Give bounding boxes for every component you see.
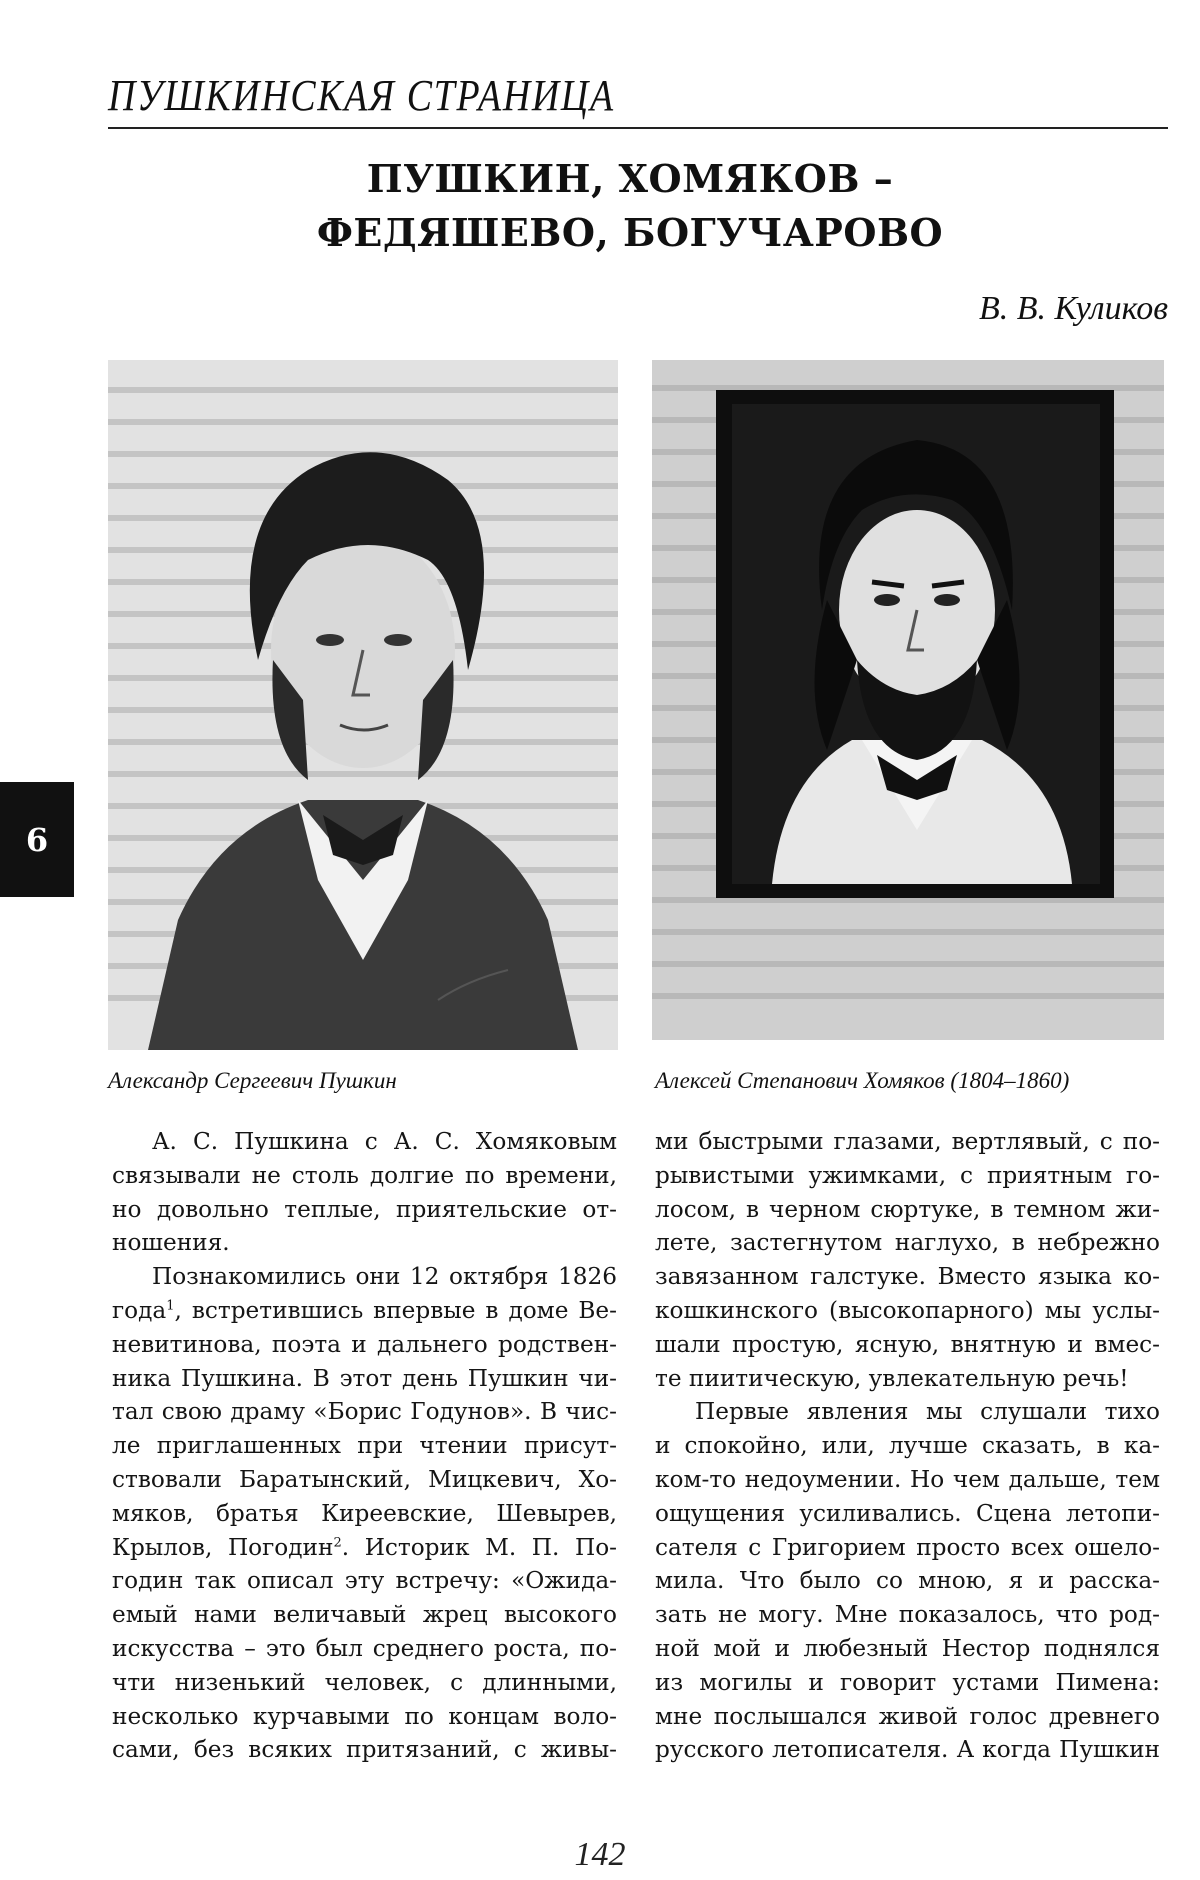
page-tab-marker: 6	[0, 782, 74, 897]
text-line: ника Пушкина. В этот день Пушкин чи-	[112, 1364, 617, 1392]
text-line: невитинова, поэта и дальнего родствен-	[112, 1330, 617, 1358]
text-line: А. С. Пушкина с А. С. Хомяковым	[152, 1128, 617, 1155]
text-line: чти низенький человек, с длинными,	[112, 1668, 617, 1696]
text-line	[112, 1531, 617, 1565]
text-line: ной мой и любезный Нестор поднялся	[655, 1634, 1160, 1662]
text-line: ношения.	[112, 1229, 230, 1257]
text-line: зать не могу. Мне показалось, что род-	[655, 1601, 1160, 1629]
text-line: ле приглашенных при чтении присут-	[112, 1432, 617, 1460]
text-line: ком-то недоумении. Но чем дальше, тем	[655, 1465, 1160, 1493]
footnote-ref: 2	[333, 1534, 342, 1550]
right-figure-caption: Алексей Степанович Хомяков (1804–1860)	[655, 1068, 1070, 1093]
text-line: тал свою драму «Борис Годунов». В чис-	[112, 1398, 617, 1426]
text-line: годин так описал эту встречу: «Ожида-	[112, 1567, 617, 1595]
article-title-line-2: ФЕДЯШЕВО, БОГУЧАРОВО	[316, 210, 944, 255]
text-line: Первые явления мы слушали тихо	[695, 1398, 1160, 1426]
text-line: завязанном галстуке. Вместо языка ко-	[655, 1263, 1160, 1291]
article-author: В. В. Куликов	[978, 290, 1168, 327]
khomyakov-portrait	[652, 360, 1164, 1040]
page-number: 142	[574, 1836, 626, 1873]
left-text-column	[112, 1125, 617, 1767]
text-line: искусства – это был среднего роста, по-	[112, 1634, 617, 1662]
text-line: мяков, братья Киреевские, Шевырев,	[112, 1499, 617, 1527]
text-line: из могилы и говорит устами Пимена:	[655, 1668, 1160, 1696]
text-line: мне послышался живой голос древнего	[655, 1702, 1160, 1730]
khomyakov-portrait-image	[652, 360, 1164, 1040]
text-line: шали простую, ясную, внятную и вмес-	[655, 1330, 1160, 1358]
article-title	[300, 152, 960, 260]
text-line: рывистыми ужимками, с приятным го-	[655, 1161, 1160, 1189]
pushkin-portrait	[108, 360, 618, 1050]
right-text-column	[655, 1125, 1160, 1767]
text-fragment: , встретившись впервые в доме Ве-	[174, 1296, 617, 1324]
text-fragment: . Историк М. П. По-	[341, 1533, 617, 1561]
pushkin-portrait-image	[108, 360, 618, 1050]
text-fragment: года	[112, 1296, 167, 1324]
text-line: и спокойно, или, лучше сказать, в ка-	[655, 1432, 1160, 1460]
text-line	[112, 1294, 617, 1328]
article-title-line-1: ПУШКИН, ХОМЯКОВ –	[366, 156, 894, 201]
text-line: несколько курчавыми по концам воло-	[112, 1702, 617, 1730]
text-line: Познакомились они 12 октября 1826	[152, 1263, 617, 1291]
text-line: ми быстрыми глазами, вертлявый, с по-	[655, 1128, 1160, 1155]
footnote-ref: 1	[166, 1298, 175, 1314]
text-line: ствовали Баратынский, Мицкевич, Хо-	[112, 1465, 617, 1493]
text-line: ощущения усиливались. Сцена летопи-	[655, 1499, 1160, 1527]
text-line: те пиитическую, увлекательную речь!	[655, 1364, 1129, 1392]
text-line: лете, застегнутом наглухо, в небрежно	[655, 1229, 1160, 1257]
text-line: лосом, в черном сюртуке, в темном жи-	[655, 1195, 1160, 1223]
section-title: ПУШКИНСКАЯ СТРАНИЦА	[108, 71, 615, 120]
text-line: сателя с Григорием просто всех ошело-	[655, 1533, 1160, 1561]
text-line: но довольно теплые, приятельские от-	[112, 1195, 617, 1223]
text-fragment: Крылов, Погодин	[112, 1533, 334, 1561]
header-rule	[108, 127, 1168, 129]
text-line: емый нами величавый жрец высокого	[112, 1601, 617, 1629]
text-line: кошкинского (высокопарного) мы услы-	[655, 1296, 1160, 1324]
text-line: мила. Что было со мною, я и расска-	[655, 1567, 1160, 1595]
text-line: русского летописателя. А когда Пушкин	[655, 1736, 1160, 1764]
left-figure-caption: Александр Сергеевич Пушкин	[108, 1068, 397, 1093]
text-line: связывали не столь долгие по времени,	[112, 1161, 617, 1189]
text-line: сами, без всяких притязаний, с живы-	[112, 1736, 617, 1764]
